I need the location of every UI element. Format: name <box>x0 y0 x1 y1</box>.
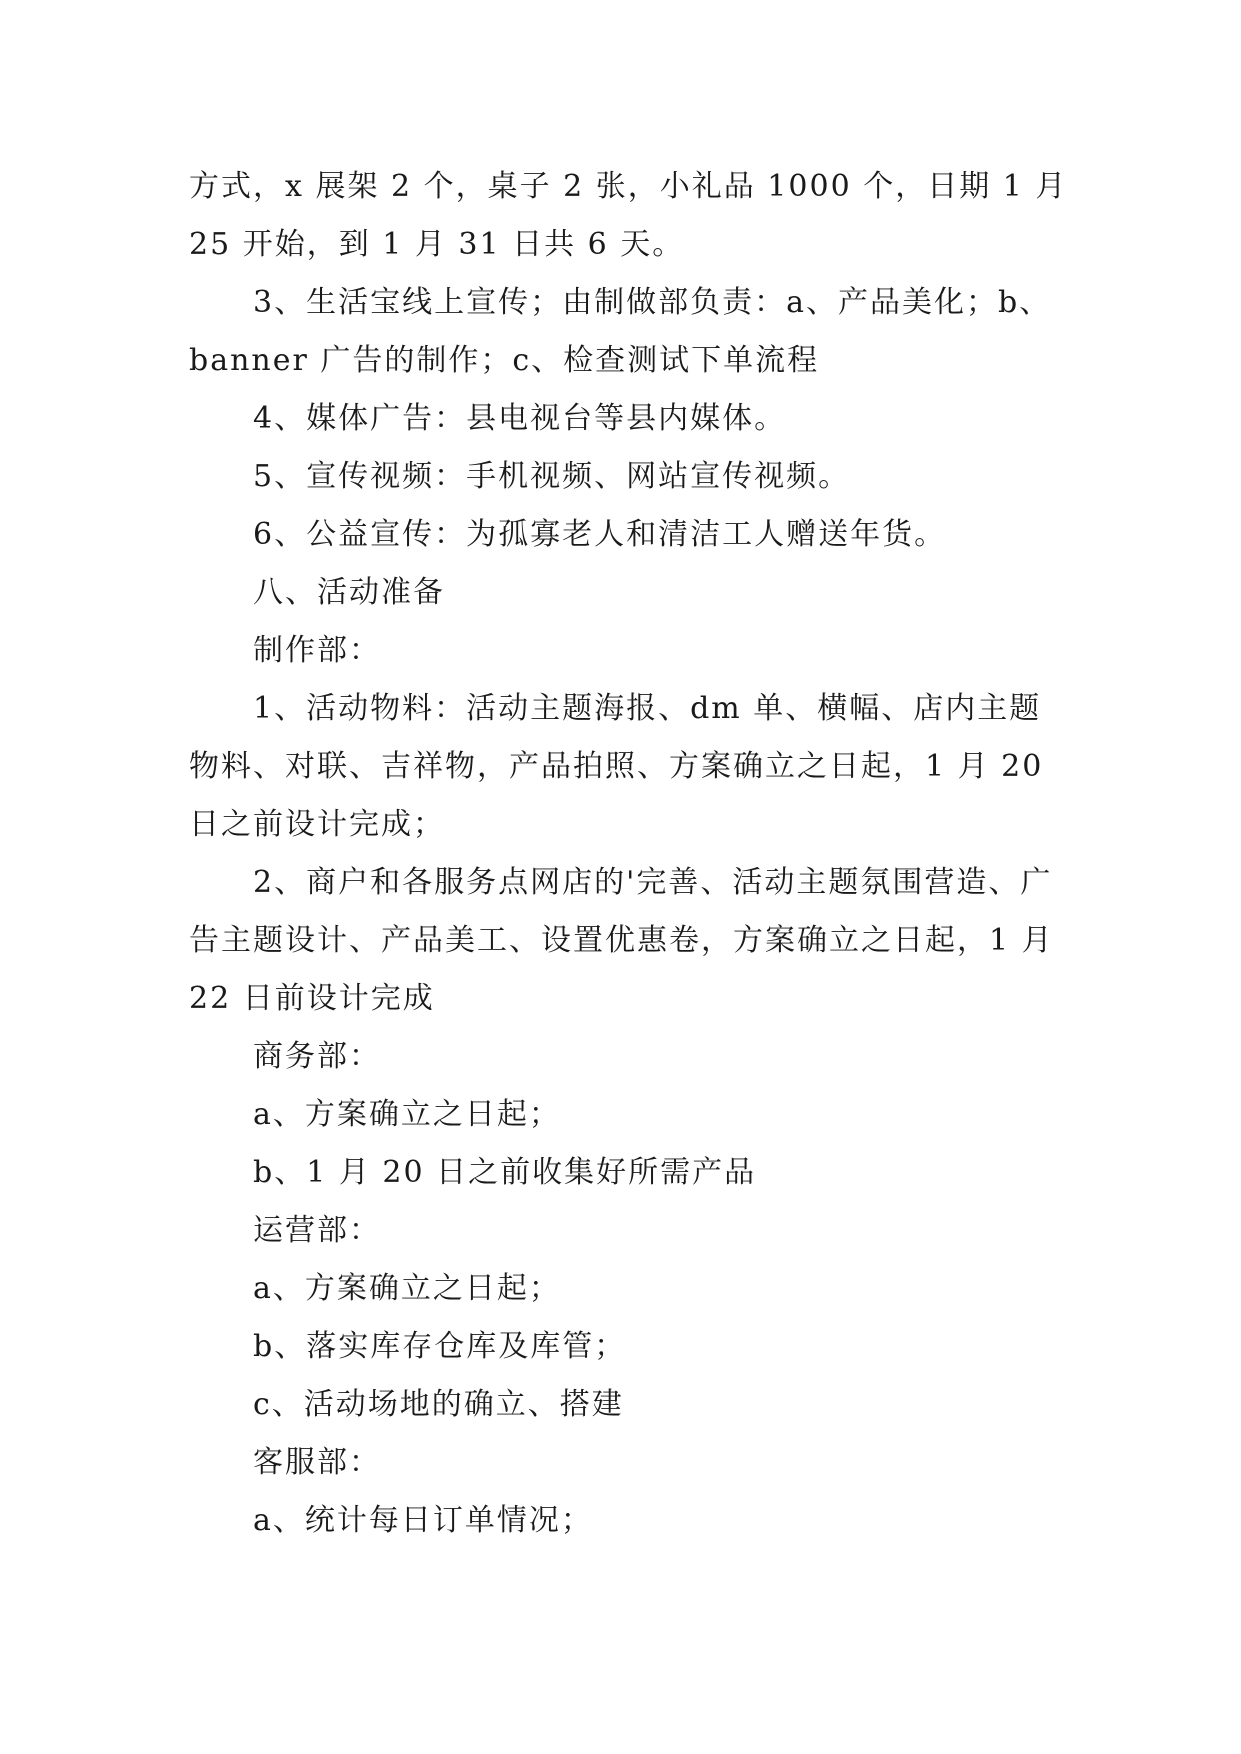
department-heading-production: 制作部： <box>253 633 381 668</box>
paragraph-item-6: 6、公益宣传：为孤寡老人和清洁工人赠送年货。 <box>253 517 947 552</box>
paragraph-item-5: 5、宣传视频：手机视频、网站宣传视频。 <box>253 459 851 494</box>
department-heading-business: 商务部： <box>253 1039 381 1074</box>
list-item: a、统计每日订单情况； <box>253 1503 593 1538</box>
paragraph-materials: 1、活动物料：活动主题海报、dm 单、横幅、店内主题物料、对联、吉祥物，产品拍照、方案确立之日起，1 月 20 日之前设计完成； <box>189 691 1044 842</box>
section-heading-8: 八、活动准备 <box>253 575 445 610</box>
paragraph-shop-design: 2、商户和各服务点网店的'完善、活动主题氛围营造、广告主题设计、产品美工、设置优惠卷，方案确立之日起，1 月 22 日前设计完成 <box>189 865 1054 1016</box>
list-item: a、方案确立之日起； <box>253 1271 561 1306</box>
paragraph-item-4: 4、媒体广告：县电视台等县内媒体。 <box>253 401 787 436</box>
paragraph-continuation: 方式，x 展架 2 个，桌子 2 张，小礼品 1000 个，日期 1 月 25 开始，到 1 月 31 日共 6 天。 <box>189 169 1068 262</box>
document-body <box>189 158 1069 1550</box>
list-item: a、方案确立之日起； <box>253 1097 561 1132</box>
list-item: b、1 月 20 日之前收集好所需产品 <box>253 1155 757 1190</box>
department-heading-operations: 运营部： <box>253 1213 381 1248</box>
department-heading-customer-service: 客服部： <box>253 1445 381 1480</box>
list-item: c、活动场地的确立、搭建 <box>253 1387 624 1422</box>
paragraph-item-3: 3、生活宝线上宣传；由制做部负责：a、产品美化；b、banner 广告的制作；c、检查测试下单流程 <box>189 285 1052 378</box>
list-item: b、落实库存仓库及库管； <box>253 1329 627 1364</box>
